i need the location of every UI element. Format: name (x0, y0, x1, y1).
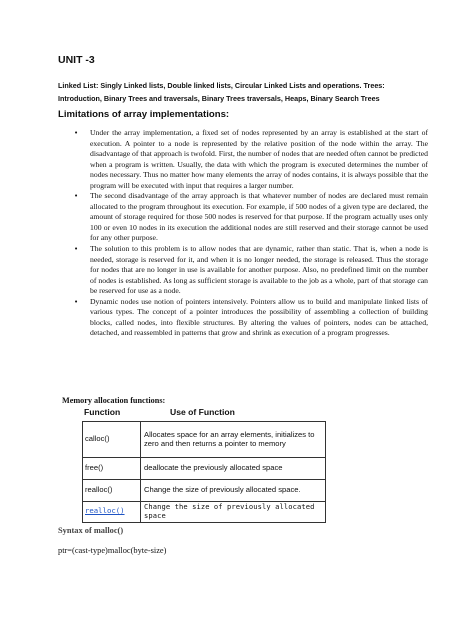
bullet-list (74, 128, 428, 339)
list-item (74, 128, 428, 191)
realloc-link[interactable]: realloc() (85, 506, 125, 516)
syllabus-topics: Linked List: Singly Linked lists, Double linked lists, Circular Linked Lists and operations. Trees: Introduction, Binary Trees and traversals, Binary Trees traversals, Heaps, Binary Search Trees (58, 81, 385, 103)
unit-title: UNIT -3 (58, 54, 95, 66)
column-header-function: Function (84, 407, 121, 417)
memory-functions-heading: Memory allocation functions: (62, 396, 166, 405)
list-item (74, 244, 428, 297)
syntax-code-line: ptr=(cast-type)malloc(byte-size) (58, 546, 167, 555)
bullet-text: The second disadvantage of the array approach is that whatever number of nodes are declared must remain allocated to the program throughout its execution. For example, if 500 nodes of a given type are declared, the amount of storage required for those 500 nodes is reserved for that purpose. If the program actually uses only 100 or even 10 nodes in its execution the additional nodes are still reserved and their storage cannot be used for any other purpose. (90, 191, 428, 243)
syntax-heading: Syntax of malloc() (58, 526, 124, 535)
use-cell: Allocates space for an array elements, initializes to zero and then returns a pointer to memory (141, 422, 326, 458)
bullet-icon: • (74, 245, 79, 254)
function-cell (83, 502, 141, 523)
bullet-text: The solution to this problem is to allow nodes that are dynamic, rather than static. That is, when a node is needed, storage is reserved for it, and when it is no longer needed, the storage is released. Thus the storage for nodes that are no longer in use is available for another purpose. Also, no predefined limit on the number of nodes is established. As long as sufficient storage is available to the job as a whole, part of that storage can be reserved for use as a node. (90, 244, 428, 296)
memory-functions-table (82, 421, 326, 523)
bullet-icon: • (74, 129, 79, 137)
bullet-text: Dynamic nodes use notion of pointers intensively. Pointers allow us to build and manipulate linked lists of various types. The concept of a pointer introduces the possibility of assembling a collection of building blocks, called nodes, into flexible structures. By altering the values of pointers, nodes can be attached, detached, and reassembled in patterns that grow and shrink as execution of a program progresses. (90, 296, 428, 338)
bullet-icon: • (74, 297, 79, 306)
table-row (83, 502, 326, 523)
use-cell: Change the size of previously allocated space. (141, 480, 326, 502)
section-heading: Limitations of array implementations: (58, 109, 230, 120)
list-item (74, 297, 428, 339)
table-row (83, 422, 326, 458)
list-item (74, 191, 428, 244)
function-cell: realloc() (83, 480, 141, 502)
column-header-use: Use of Function (170, 407, 235, 417)
table-row (83, 458, 326, 480)
bullet-icon: • (74, 192, 79, 201)
table-row (83, 480, 326, 502)
function-cell: free() (83, 458, 141, 480)
bullet-text: Under the array implementation, a fixed set of nodes represented by an array is established at the start of execution. A pointer to a node is represented by the relative position of the node within the array. The disadvantage of that approach is twofold. First, the number of nodes that are needed often cannot be predicted when a program is written. Usually, the data with which the program is executed determines the number of nodes necessary. Thus no matter how many elements the array of nodes contains, it is always possible that the program will be executed with input that requires a larger number. (90, 128, 428, 190)
use-cell: deallocate the previously allocated space (141, 458, 326, 480)
function-cell: calloc() (83, 422, 141, 458)
use-cell: Change the size of previously allocated space (141, 502, 326, 523)
